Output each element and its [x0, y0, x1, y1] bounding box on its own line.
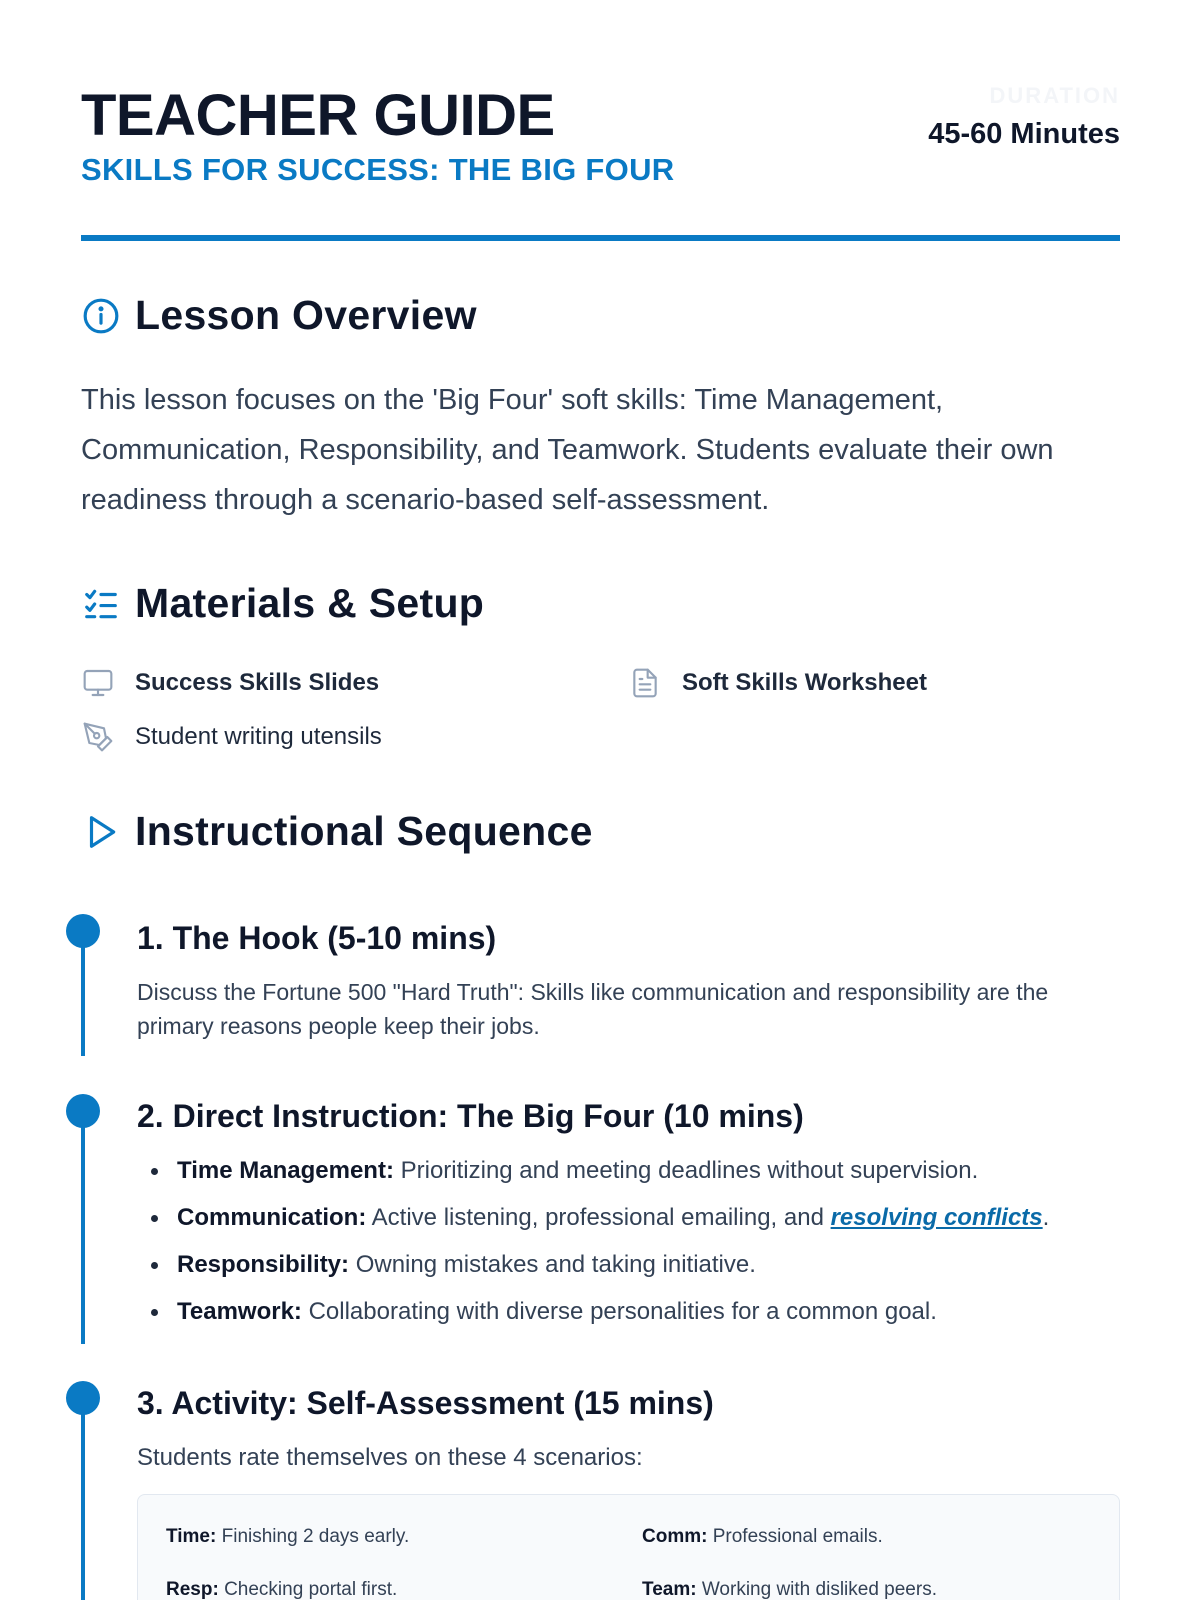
- bullet-text: Prioritizing and meeting deadlines without supervision.: [393, 1157, 979, 1184]
- step-title: 1. The Hook (5-10 mins): [137, 920, 497, 956]
- step-text: Students rate themselves on these 4 scenarios:: [137, 1444, 643, 1471]
- monitor-icon: [81, 666, 115, 700]
- material-item: [81, 666, 379, 700]
- scenario-text: Finishing 2 days early.: [216, 1526, 410, 1547]
- scenario-term: Resp:: [166, 1579, 219, 1600]
- list-item: [137, 1203, 1120, 1250]
- scenario-item: [642, 1579, 937, 1600]
- duration-label: DURATION: [989, 83, 1120, 108]
- section-title: Lesson Overview: [135, 292, 477, 338]
- lesson-overview-text: This lesson focuses on the 'Big Four' soft skills: Time Management, Communication, Responsibility, and Teamwork. Students evaluate their own readiness through a scenario-based self-assessment.: [81, 384, 1054, 516]
- scenario-box: [137, 1494, 1120, 1600]
- header-divider: [81, 235, 1120, 241]
- play-icon: [81, 812, 121, 852]
- list-item: [137, 1297, 1120, 1344]
- bullet-text: Owning mistakes and taking initiative.: [349, 1251, 756, 1278]
- scenario-item: [166, 1579, 397, 1600]
- page-subtitle: SKILLS FOR SUCCESS: THE BIG FOUR: [81, 152, 675, 187]
- lesson-overview-heading: [81, 292, 477, 339]
- page-header: [81, 80, 1120, 240]
- section-title: Instructional Sequence: [135, 808, 593, 854]
- resolving-conflicts-link[interactable]: resolving conflicts: [830, 1204, 1043, 1231]
- bullet-tail: .: [1042, 1204, 1050, 1231]
- instructional-sequence-heading: [81, 808, 593, 855]
- material-label: Student writing utensils: [135, 723, 382, 750]
- materials-heading: [81, 580, 484, 627]
- section-title: Materials & Setup: [135, 580, 485, 626]
- bullet-term: Time Management:: [177, 1157, 394, 1184]
- big-four-list: [137, 1156, 1120, 1344]
- scenario-text: Checking portal first.: [218, 1579, 398, 1600]
- material-item: [628, 666, 927, 700]
- timeline-line: [81, 931, 85, 1056]
- document-icon: [628, 666, 662, 700]
- page-title: TEACHER GUIDE: [81, 83, 555, 148]
- bullet-text: Active listening, professional emailing, and: [366, 1204, 831, 1231]
- bullet-text: Collaborating with diverse personalities for a common goal.: [301, 1298, 937, 1325]
- step-title: 2. Direct Instruction: The Big Four (10 mins): [137, 1098, 804, 1134]
- bullet-term: Responsibility:: [177, 1251, 350, 1278]
- bullet-term: Teamwork:: [177, 1298, 302, 1325]
- scenario-item: [166, 1526, 409, 1548]
- scenario-term: Team:: [642, 1579, 697, 1600]
- duration-value: 45-60 Minutes: [928, 118, 1120, 150]
- checklist-icon: [81, 584, 121, 624]
- scenario-term: Comm:: [642, 1526, 708, 1547]
- material-item: [81, 720, 382, 754]
- scenario-text: Working with disliked peers.: [696, 1579, 937, 1600]
- scenario-term: Time:: [166, 1526, 217, 1547]
- scenario-item: [642, 1526, 883, 1548]
- list-item: [137, 1156, 1120, 1203]
- material-label: Soft Skills Worksheet: [682, 669, 927, 696]
- pen-tool-icon: [81, 720, 115, 754]
- info-icon: [81, 296, 121, 336]
- bullet-term: Communication:: [177, 1204, 367, 1231]
- timeline-line: [81, 1398, 85, 1600]
- step-text: Discuss the Fortune 500 "Hard Truth": Skills like communication and responsibility are the primary reasons people keep their jobs.: [137, 979, 1049, 1039]
- step-title: 3. Activity: Self-Assessment (15 mins): [137, 1385, 714, 1421]
- material-label: Success Skills Slides: [135, 669, 380, 696]
- timeline-line: [81, 1111, 85, 1344]
- scenario-text: Professional emails.: [707, 1526, 883, 1547]
- list-item: [137, 1250, 1120, 1297]
